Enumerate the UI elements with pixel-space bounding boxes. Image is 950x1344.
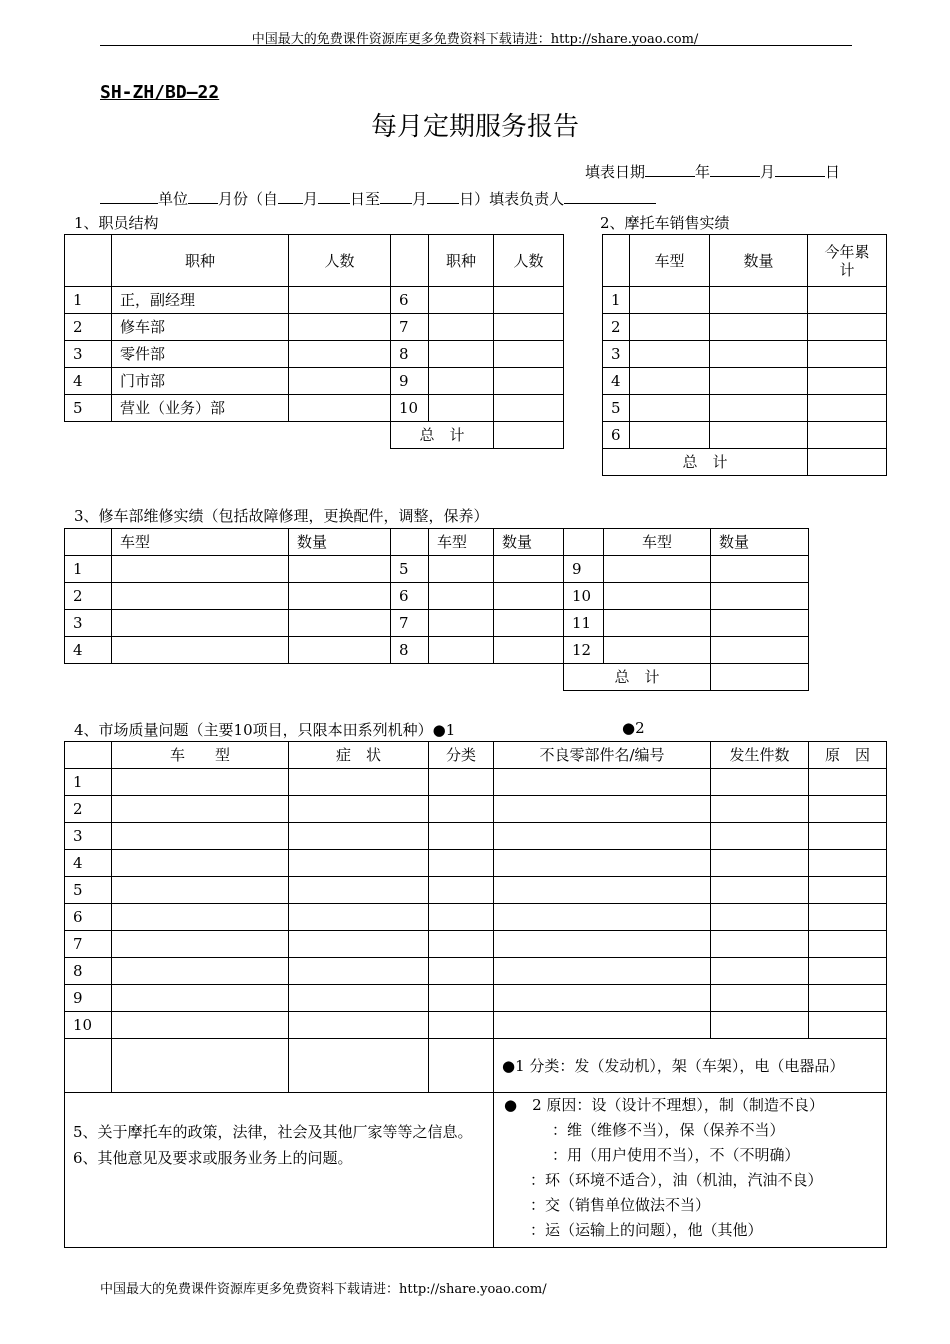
- day-label: 日: [825, 163, 841, 181]
- model-cell[interactable]: [429, 610, 494, 637]
- symptom-cell[interactable]: [289, 796, 429, 823]
- part-cell[interactable]: [494, 985, 711, 1012]
- row-number: 1: [603, 287, 630, 314]
- row-number: 10: [391, 395, 429, 422]
- blank-cell: [65, 529, 112, 556]
- col-cause: 原 因: [809, 742, 887, 769]
- qty-cell[interactable]: [710, 422, 808, 449]
- occurrence-cell[interactable]: [711, 958, 809, 985]
- model-cell[interactable]: [112, 556, 289, 583]
- part-cell[interactable]: [494, 796, 711, 823]
- cause-note-line: ：交（销售单位做法不当）: [530, 1196, 711, 1214]
- job-name: 正，副经理: [112, 287, 289, 314]
- table-row: [65, 610, 809, 637]
- table-row: [65, 556, 809, 583]
- part-cell[interactable]: [494, 769, 711, 796]
- model-cell[interactable]: [112, 958, 289, 985]
- col-qty: 数量: [710, 235, 808, 287]
- col-model: 车 型: [112, 742, 289, 769]
- model-cell[interactable]: [112, 796, 289, 823]
- empty: [112, 664, 289, 691]
- to-day-blank[interactable]: [427, 188, 459, 204]
- table-row: [65, 796, 887, 823]
- section4-mark2: ●2: [622, 719, 645, 737]
- qty-cell[interactable]: [289, 610, 391, 637]
- row-number: 4: [65, 850, 112, 877]
- repair-table: [64, 528, 809, 691]
- symptom-cell[interactable]: [289, 823, 429, 850]
- table-row: [65, 769, 887, 796]
- cause-cell[interactable]: [809, 877, 887, 904]
- qty-cell[interactable]: [289, 583, 391, 610]
- month-blank[interactable]: [710, 161, 760, 177]
- model-cell[interactable]: [112, 637, 289, 664]
- ytd-cell[interactable]: [808, 395, 887, 422]
- row-number: 8: [391, 637, 429, 664]
- blank-cell: [391, 235, 429, 287]
- symptom-cell[interactable]: [289, 985, 429, 1012]
- section4-title: 4、市场质量问题（主要10项目，只限本田系列机种）●1: [74, 721, 456, 739]
- year-label: 年: [695, 163, 711, 181]
- table-row: [65, 985, 887, 1012]
- qty-cell[interactable]: [494, 583, 564, 610]
- symptom-cell[interactable]: [289, 1012, 429, 1039]
- col-model-3: 车型: [604, 529, 711, 556]
- table-row: [65, 368, 564, 395]
- row-number: 11: [564, 610, 604, 637]
- category-cell[interactable]: [429, 823, 494, 850]
- row-number: 7: [391, 314, 429, 341]
- count-cell[interactable]: [289, 368, 391, 395]
- blank-cell: [564, 529, 604, 556]
- qty-cell[interactable]: [494, 637, 564, 664]
- row-number: 1: [65, 769, 112, 796]
- empty: [391, 664, 429, 691]
- empty: [65, 422, 112, 449]
- row-number: 5: [65, 395, 112, 422]
- job-name: 营业（业务）部: [112, 395, 289, 422]
- qty-cell[interactable]: [710, 341, 808, 368]
- model-cell[interactable]: [112, 823, 289, 850]
- cause-cell[interactable]: [809, 958, 887, 985]
- row-number: 10: [65, 1012, 112, 1039]
- col-ytd: [808, 235, 887, 287]
- ytd-cell[interactable]: [808, 287, 887, 314]
- model-cell[interactable]: [429, 637, 494, 664]
- qty-cell[interactable]: [710, 314, 808, 341]
- col-model: 车型: [112, 529, 289, 556]
- col-ytd-line1: 今年累: [824, 242, 870, 261]
- person-label: 日）填表负责人: [459, 190, 565, 208]
- cause-cell[interactable]: [809, 985, 887, 1012]
- model-cell[interactable]: [630, 287, 710, 314]
- model-cell[interactable]: [630, 395, 710, 422]
- category-cell[interactable]: [429, 850, 494, 877]
- staff-structure-table: [64, 234, 564, 449]
- row-number: 7: [65, 931, 112, 958]
- model-cell[interactable]: [112, 769, 289, 796]
- job-cell[interactable]: [429, 314, 494, 341]
- table-row: [65, 823, 887, 850]
- table-row: [65, 931, 887, 958]
- part-cell[interactable]: [494, 958, 711, 985]
- col-symptom: 症 状: [289, 742, 429, 769]
- qty-cell[interactable]: [711, 583, 809, 610]
- day-blank[interactable]: [775, 161, 825, 177]
- qty-cell[interactable]: [289, 556, 391, 583]
- model-cell[interactable]: [112, 610, 289, 637]
- part-cell[interactable]: [494, 850, 711, 877]
- symptom-cell[interactable]: [289, 904, 429, 931]
- row-number: 9: [391, 368, 429, 395]
- cause-cell[interactable]: [809, 1012, 887, 1039]
- model-cell[interactable]: [630, 422, 710, 449]
- unit-line: [100, 188, 656, 209]
- ytd-cell[interactable]: [808, 368, 887, 395]
- job-cell[interactable]: [429, 341, 494, 368]
- col-model-2: 车型: [429, 529, 494, 556]
- section2-title: 2、摩托车销售实绩: [600, 214, 730, 232]
- table-row: [603, 368, 887, 395]
- total-cell[interactable]: [494, 422, 564, 449]
- model-cell[interactable]: [112, 904, 289, 931]
- model-cell[interactable]: [604, 583, 711, 610]
- occurrence-cell[interactable]: [711, 904, 809, 931]
- total-label: 总 计: [603, 449, 808, 476]
- unit-label: 单位: [158, 190, 189, 208]
- part-cell[interactable]: [494, 877, 711, 904]
- cause-cell[interactable]: [809, 769, 887, 796]
- row-number: 5: [603, 395, 630, 422]
- blank-cell[interactable]: [65, 1039, 112, 1093]
- category-cell[interactable]: [429, 769, 494, 796]
- qty-cell[interactable]: [494, 556, 564, 583]
- occurrence-cell[interactable]: [711, 769, 809, 796]
- count-cell[interactable]: [289, 395, 391, 422]
- sales-table: [602, 234, 887, 476]
- col-qty-2: 数量: [494, 529, 564, 556]
- col-part: 不良零部件名/编号: [494, 742, 711, 769]
- row-number: 5: [391, 556, 429, 583]
- col-job: 职种: [112, 235, 289, 287]
- empty: [429, 664, 494, 691]
- row-number: 8: [391, 341, 429, 368]
- quality-table: [64, 741, 887, 1248]
- row-number: 6: [65, 904, 112, 931]
- occurrence-cell[interactable]: [711, 823, 809, 850]
- category-cell[interactable]: [429, 1012, 494, 1039]
- month-part-label: 月份（自: [218, 190, 279, 208]
- empty: [289, 422, 391, 449]
- row-number: 3: [603, 341, 630, 368]
- blank-cell: [603, 235, 630, 287]
- model-cell[interactable]: [429, 556, 494, 583]
- page-footer-text: 中国最大的免费课件资源库更多免费资料下载请进：http://share.yoao.com/: [100, 1282, 547, 1297]
- table-row: [65, 314, 564, 341]
- row-number: 9: [65, 985, 112, 1012]
- col-model: 车型: [630, 235, 710, 287]
- header-rule: [100, 45, 852, 46]
- category-cell[interactable]: [429, 904, 494, 931]
- row-number: 4: [603, 368, 630, 395]
- occurrence-cell[interactable]: [711, 796, 809, 823]
- model-cell[interactable]: [112, 877, 289, 904]
- blank-cell: [391, 529, 429, 556]
- ytd-cell[interactable]: [808, 341, 887, 368]
- job-cell[interactable]: [429, 368, 494, 395]
- cause-cell[interactable]: [809, 796, 887, 823]
- col-occurrences: 发生件数: [711, 742, 809, 769]
- category-cell[interactable]: [429, 877, 494, 904]
- empty: [289, 664, 391, 691]
- ytd-cell[interactable]: [808, 422, 887, 449]
- model-cell[interactable]: [604, 610, 711, 637]
- qty-cell[interactable]: [711, 610, 809, 637]
- col-count: 人数: [289, 235, 391, 287]
- count-cell[interactable]: [289, 341, 391, 368]
- job-name: 零件部: [112, 341, 289, 368]
- category-cell[interactable]: [429, 796, 494, 823]
- row-number: 2: [65, 583, 112, 610]
- model-cell[interactable]: [112, 1012, 289, 1039]
- symptom-cell[interactable]: [289, 931, 429, 958]
- section5-text: 5、关于摩托车的政策，法律，社会及其他厂家等等之信息。: [73, 1123, 473, 1141]
- col-count-2: 人数: [494, 235, 564, 287]
- row-number: 6: [603, 422, 630, 449]
- cause-note-line: ：用（用户使用不当），不（不明确）: [552, 1146, 800, 1164]
- table-row: [603, 341, 887, 368]
- cause-note-line: ：维（维修不当），保（保养不当）: [552, 1121, 785, 1139]
- table-row: [603, 422, 887, 449]
- count-cell[interactable]: [494, 368, 564, 395]
- table-row: [65, 877, 887, 904]
- row-number: 2: [603, 314, 630, 341]
- month-label: 月: [760, 163, 776, 181]
- row-number: 3: [65, 341, 112, 368]
- blank-cell: [65, 235, 112, 287]
- count-cell[interactable]: [494, 341, 564, 368]
- total-cell[interactable]: [808, 449, 887, 476]
- blank-cell: [65, 742, 112, 769]
- table-row: [65, 958, 887, 985]
- table-row: [603, 287, 887, 314]
- count-cell[interactable]: [494, 395, 564, 422]
- row-number: 6: [391, 583, 429, 610]
- symptom-cell[interactable]: [289, 958, 429, 985]
- table-row: [65, 395, 564, 422]
- model-cell[interactable]: [604, 637, 711, 664]
- model-cell[interactable]: [112, 583, 289, 610]
- model-cell[interactable]: [630, 314, 710, 341]
- count-cell[interactable]: [289, 314, 391, 341]
- row-number: 10: [564, 583, 604, 610]
- cause-cell[interactable]: [809, 850, 887, 877]
- cause-note: [494, 1093, 887, 1248]
- table-row: [65, 850, 887, 877]
- day-to-label: 日至: [350, 190, 381, 208]
- occurrence-cell[interactable]: [711, 877, 809, 904]
- fill-date-line: [585, 161, 840, 182]
- table-row: [65, 904, 887, 931]
- row-number: 3: [65, 823, 112, 850]
- model-cell[interactable]: [112, 985, 289, 1012]
- col-qty: 数量: [289, 529, 391, 556]
- part-cell[interactable]: [494, 1012, 711, 1039]
- row-number: 1: [65, 287, 112, 314]
- blank-cell[interactable]: [112, 1039, 289, 1093]
- total-label: 总 计: [391, 422, 494, 449]
- count-cell[interactable]: [494, 287, 564, 314]
- to-month-blank[interactable]: [380, 188, 412, 204]
- info-cell[interactable]: [65, 1093, 494, 1248]
- table-row: [65, 583, 809, 610]
- cause-note-line: ：运（运输上的问题），他（其他）: [530, 1221, 763, 1239]
- row-number: 4: [65, 368, 112, 395]
- document-code: SH-ZH/BD—22: [100, 82, 220, 103]
- count-cell[interactable]: [289, 287, 391, 314]
- table-row: [65, 1012, 887, 1039]
- month-of-blank[interactable]: [188, 188, 218, 204]
- category-note: ●1 分类：发（发动机），架（车架），电（电器品）: [494, 1039, 887, 1093]
- to-month-label: 月: [412, 190, 428, 208]
- model-cell[interactable]: [630, 368, 710, 395]
- cause-cell[interactable]: [809, 823, 887, 850]
- col-qty-3: 数量: [711, 529, 809, 556]
- job-name: 门市部: [112, 368, 289, 395]
- model-cell[interactable]: [429, 583, 494, 610]
- unit-blank[interactable]: [100, 188, 158, 204]
- total-cell[interactable]: [711, 664, 809, 691]
- cause-note-line: ：环（环境不适合），油（机油，汽油不良）: [530, 1171, 823, 1189]
- occurrence-cell[interactable]: [711, 985, 809, 1012]
- count-cell[interactable]: [494, 314, 564, 341]
- qty-cell[interactable]: [289, 637, 391, 664]
- person-blank[interactable]: [564, 188, 656, 204]
- model-cell[interactable]: [630, 341, 710, 368]
- col-category: 分类: [429, 742, 494, 769]
- category-cell[interactable]: [429, 931, 494, 958]
- qty-cell[interactable]: [711, 637, 809, 664]
- table-row: [65, 287, 564, 314]
- empty: [65, 664, 112, 691]
- occurrence-cell[interactable]: [711, 931, 809, 958]
- occurrence-cell[interactable]: [711, 850, 809, 877]
- row-number: 2: [65, 314, 112, 341]
- table-row: [65, 341, 564, 368]
- category-cell[interactable]: [429, 985, 494, 1012]
- section1-title: 1、职员结构: [74, 214, 159, 232]
- section3-title: 3、修车部维修实绩（包括故障修理，更换配件，调整，保养）: [74, 507, 489, 525]
- symptom-cell[interactable]: [289, 850, 429, 877]
- year-blank[interactable]: [645, 161, 695, 177]
- row-number: 5: [65, 877, 112, 904]
- row-number: 7: [391, 610, 429, 637]
- col-job-2: 职种: [429, 235, 494, 287]
- symptom-cell[interactable]: [289, 769, 429, 796]
- qty-cell[interactable]: [710, 287, 808, 314]
- blank-cell[interactable]: [289, 1039, 429, 1093]
- col-ytd-line2: 计: [839, 260, 855, 279]
- from-month-label: 月: [303, 190, 319, 208]
- row-number: 3: [65, 610, 112, 637]
- fill-date-label: 填表日期: [585, 163, 646, 181]
- category-cell[interactable]: [429, 958, 494, 985]
- part-cell[interactable]: [494, 904, 711, 931]
- occurrence-cell[interactable]: [711, 1012, 809, 1039]
- row-number: 12: [564, 637, 604, 664]
- cause-cell[interactable]: [809, 931, 887, 958]
- symptom-cell[interactable]: [289, 877, 429, 904]
- table-row: [65, 637, 809, 664]
- empty: [494, 664, 564, 691]
- row-number: 8: [65, 958, 112, 985]
- page-header-text: 中国最大的免费课件资源库更多免费资料下载请进：http://share.yoao.com/: [251, 32, 699, 47]
- job-name: 修车部: [112, 314, 289, 341]
- job-cell[interactable]: [429, 395, 494, 422]
- model-cell[interactable]: [604, 556, 711, 583]
- total-label: 总 计: [564, 664, 711, 691]
- table-row: [603, 314, 887, 341]
- from-month-blank[interactable]: [278, 188, 303, 204]
- job-cell[interactable]: [429, 287, 494, 314]
- page-title: 每月定期服务报告: [370, 112, 579, 142]
- table-row: [603, 395, 887, 422]
- row-number: 2: [65, 796, 112, 823]
- model-cell[interactable]: [112, 850, 289, 877]
- row-number: 9: [564, 556, 604, 583]
- cause-cell[interactable]: [809, 904, 887, 931]
- from-day-blank[interactable]: [318, 188, 350, 204]
- qty-cell[interactable]: [710, 368, 808, 395]
- cause-note-line: ● 2 原因：设（设计不理想），制（制造不良）: [504, 1096, 824, 1114]
- qty-cell[interactable]: [494, 610, 564, 637]
- part-cell[interactable]: [494, 823, 711, 850]
- section6-text: 6、其他意见及要求或服务业务上的问题。: [73, 1149, 353, 1167]
- row-number: 1: [65, 556, 112, 583]
- row-number: 6: [391, 287, 429, 314]
- row-number: 4: [65, 637, 112, 664]
- empty: [112, 422, 289, 449]
- part-cell[interactable]: [494, 931, 711, 958]
- qty-cell[interactable]: [710, 395, 808, 422]
- qty-cell[interactable]: [711, 556, 809, 583]
- ytd-cell[interactable]: [808, 314, 887, 341]
- blank-cell[interactable]: [429, 1039, 494, 1093]
- model-cell[interactable]: [112, 931, 289, 958]
